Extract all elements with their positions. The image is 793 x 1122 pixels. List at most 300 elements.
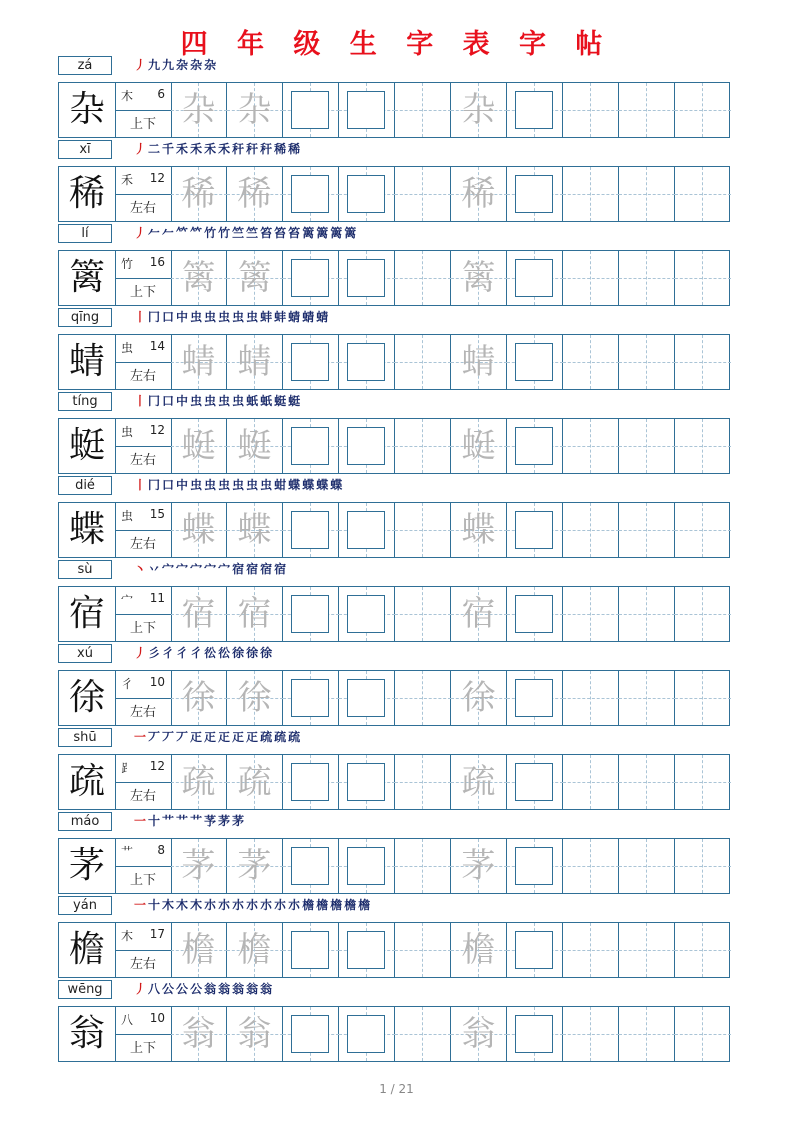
practice-cell[interactable]: [395, 251, 451, 305]
stroke-step: 十: [148, 898, 161, 912]
character-entry: [58, 896, 730, 980]
stroke-count: 16: [149, 255, 165, 269]
character-info: [115, 671, 172, 725]
stroke-step: 篱: [330, 226, 343, 240]
practice-cell[interactable]: [675, 755, 731, 809]
stroke-order: [134, 56, 218, 75]
practice-cell[interactable]: [451, 419, 507, 473]
stroke-step: 宿: [260, 562, 273, 576]
practice-cell[interactable]: [451, 503, 507, 557]
character-info: [115, 503, 172, 557]
practice-cell[interactable]: [227, 419, 283, 473]
practice-cell[interactable]: [227, 83, 283, 137]
stroke-count: 15: [149, 507, 165, 521]
practice-cell[interactable]: [339, 923, 395, 977]
practice-cell[interactable]: [171, 923, 227, 977]
trace-character: 蜓: [237, 426, 272, 466]
practice-cell[interactable]: [563, 83, 619, 137]
practice-cell[interactable]: [451, 923, 507, 977]
practice-cell[interactable]: [283, 671, 339, 725]
practice-cell[interactable]: [395, 1007, 451, 1061]
stroke-step: 檐: [302, 898, 315, 912]
stroke-step: 疏: [274, 730, 287, 744]
stroke-count: 10: [149, 675, 165, 689]
page-title: 四 年 级 生 字 表 字 帖: [180, 29, 613, 60]
writing-grid: [58, 838, 730, 894]
stroke-step: 丆: [176, 730, 189, 744]
practice-cell[interactable]: [619, 167, 675, 221]
practice-cell[interactable]: [171, 83, 227, 137]
inner-box: [291, 343, 329, 381]
practice-cell[interactable]: [395, 167, 451, 221]
stroke-step: 笞: [274, 226, 287, 240]
practice-cell[interactable]: [227, 335, 283, 389]
trace-character: 疏: [237, 762, 272, 802]
practice-cell[interactable]: [563, 419, 619, 473]
character-info: [115, 839, 172, 893]
practice-cell[interactable]: [339, 503, 395, 557]
practice-cell[interactable]: [283, 251, 339, 305]
stroke-step: 蜓: [274, 394, 287, 408]
inner-box: [347, 343, 385, 381]
trace-character: 稀: [461, 174, 496, 214]
trace-character: 篱: [237, 258, 272, 298]
inner-box: [515, 511, 553, 549]
practice-cell[interactable]: [283, 83, 339, 137]
stroke-step: 虫: [190, 394, 203, 408]
inner-box: [291, 1015, 329, 1053]
practice-cell[interactable]: [619, 251, 675, 305]
radical-label: 彳: [121, 677, 134, 691]
inner-box: [515, 343, 553, 381]
structure-label: 上下: [115, 1034, 171, 1062]
practice-cell[interactable]: [507, 503, 563, 557]
model-character: 蜓: [59, 419, 116, 473]
practice-cell[interactable]: [675, 671, 731, 725]
practice-cell[interactable]: [171, 839, 227, 893]
pinyin-label: shū: [58, 728, 112, 747]
pinyin-label: xī: [58, 140, 112, 159]
trace-character: 檐: [181, 930, 216, 970]
trace-character: 篱: [181, 258, 216, 298]
stroke-step: 朩: [232, 898, 245, 912]
stroke-step: 彸: [218, 646, 231, 660]
stroke-step: 竺: [232, 226, 245, 240]
practice-cell[interactable]: [171, 671, 227, 725]
practice-cell[interactable]: [619, 503, 675, 557]
practice-cell[interactable]: [451, 587, 507, 641]
stroke-step: 冂: [148, 394, 161, 408]
inner-box: [515, 595, 553, 633]
stroke-step: 虫: [204, 478, 217, 492]
practice-cell[interactable]: [507, 83, 563, 137]
character-info: [115, 755, 172, 809]
practice-cell[interactable]: [563, 923, 619, 977]
trace-character: 徐: [181, 678, 216, 718]
practice-cell[interactable]: [283, 755, 339, 809]
character-entry: [58, 728, 730, 812]
practice-cell[interactable]: [227, 1007, 283, 1061]
stroke-step: 彸: [204, 646, 217, 660]
practice-cell[interactable]: [507, 587, 563, 641]
practice-cell[interactable]: [451, 1007, 507, 1061]
practice-cell[interactable]: [675, 167, 731, 221]
practice-cell[interactable]: [563, 167, 619, 221]
practice-cell[interactable]: [339, 419, 395, 473]
stroke-step: 中: [176, 478, 189, 492]
practice-cell[interactable]: [675, 251, 731, 305]
inner-box: [347, 931, 385, 969]
stroke-step: 茅: [218, 814, 231, 828]
practice-cell[interactable]: [339, 167, 395, 221]
practice-cell[interactable]: [507, 1007, 563, 1061]
character-entry: [58, 392, 730, 476]
stroke-step: 丿: [134, 142, 147, 156]
inner-box: [347, 259, 385, 297]
practice-cell[interactable]: [451, 755, 507, 809]
stroke-step: 篱: [344, 226, 357, 240]
practice-cell[interactable]: [451, 251, 507, 305]
stroke-step: 丶: [134, 562, 147, 576]
practice-cell[interactable]: [227, 839, 283, 893]
stroke-step: 禾: [190, 142, 203, 156]
trace-character: 蝶: [181, 510, 216, 550]
practice-cell[interactable]: [283, 839, 339, 893]
stroke-step: 宀: [176, 562, 189, 576]
practice-cell[interactable]: [563, 1007, 619, 1061]
practice-cell[interactable]: [619, 1007, 675, 1061]
practice-cell[interactable]: [227, 587, 283, 641]
writing-grid: [58, 334, 730, 390]
practice-cell[interactable]: [395, 587, 451, 641]
practice-cell[interactable]: [395, 503, 451, 557]
inner-box: [291, 931, 329, 969]
stroke-count: 12: [149, 759, 165, 773]
stroke-step: 蝶: [288, 478, 301, 492]
stroke-step: 艹: [162, 814, 175, 828]
practice-cell[interactable]: [451, 335, 507, 389]
stroke-step: 蝶: [316, 478, 329, 492]
pinyin-label: lí: [58, 224, 112, 243]
practice-cell[interactable]: [563, 335, 619, 389]
structure-label: 左右: [115, 950, 171, 978]
practice-cell[interactable]: [675, 839, 731, 893]
practice-cell[interactable]: [507, 671, 563, 725]
practice-cell[interactable]: [171, 587, 227, 641]
stroke-step: 疏: [260, 730, 273, 744]
stroke-step: 虫: [232, 310, 245, 324]
radical-label: 禾: [121, 173, 134, 187]
practice-cell[interactable]: [395, 839, 451, 893]
trace-character: 茅: [181, 846, 216, 886]
character-entry: [58, 812, 730, 896]
stroke-step: 丿: [134, 646, 147, 660]
practice-cell[interactable]: [619, 335, 675, 389]
practice-cell[interactable]: [563, 671, 619, 725]
practice-cell[interactable]: [227, 755, 283, 809]
trace-character: 杂: [237, 90, 272, 130]
stroke-step: 翁: [246, 982, 259, 996]
practice-cell[interactable]: [563, 755, 619, 809]
stroke-step: 丆: [162, 730, 175, 744]
practice-cell[interactable]: [171, 755, 227, 809]
stroke-step: 翁: [204, 982, 217, 996]
stroke-step: 蜻: [302, 310, 315, 324]
practice-cell[interactable]: [563, 503, 619, 557]
character-info: [115, 167, 172, 221]
stroke-step: 九: [148, 58, 161, 72]
practice-cell[interactable]: [675, 1007, 731, 1061]
stroke-step: 宿: [232, 562, 245, 576]
stroke-step: 𤴓: [218, 730, 231, 744]
model-character: 宿: [59, 587, 116, 641]
stroke-step: 徐: [260, 646, 273, 660]
practice-cell[interactable]: [619, 83, 675, 137]
practice-cell[interactable]: [283, 923, 339, 977]
character-entry: [58, 980, 730, 1064]
practice-cell[interactable]: [507, 251, 563, 305]
stroke-step: 蚌: [274, 310, 287, 324]
inner-box: [291, 259, 329, 297]
stroke-step: 秆: [260, 142, 273, 156]
stroke-step: 朩: [204, 898, 217, 912]
writing-grid: [58, 82, 730, 138]
trace-character: 翁: [461, 1014, 496, 1054]
practice-cell[interactable]: [507, 923, 563, 977]
practice-cell[interactable]: [507, 755, 563, 809]
practice-cell[interactable]: [395, 923, 451, 977]
practice-cell[interactable]: [171, 419, 227, 473]
inner-box: [347, 427, 385, 465]
trace-character: 檐: [237, 930, 272, 970]
practice-cell[interactable]: [339, 755, 395, 809]
stroke-step: 𠂉: [162, 226, 175, 240]
practice-cell[interactable]: [283, 167, 339, 221]
practice-cell[interactable]: [171, 1007, 227, 1061]
trace-character: 徐: [461, 678, 496, 718]
stroke-step: 丨: [134, 394, 147, 408]
practice-cell[interactable]: [283, 587, 339, 641]
practice-cell[interactable]: [451, 83, 507, 137]
practice-cell[interactable]: [339, 671, 395, 725]
writing-grid: [58, 922, 730, 978]
stroke-step: 𤴓: [190, 730, 203, 744]
stroke-step: 宿: [274, 562, 287, 576]
stroke-step: 蝶: [330, 478, 343, 492]
character-info: [115, 587, 172, 641]
stroke-step: 蚌: [260, 310, 273, 324]
practice-cell[interactable]: [227, 251, 283, 305]
inner-box: [291, 679, 329, 717]
stroke-step: 彳: [190, 646, 203, 660]
stroke-step: 杂: [190, 58, 203, 72]
model-character: 徐: [59, 671, 116, 725]
practice-cell[interactable]: [619, 587, 675, 641]
stroke-step: 蜻: [316, 310, 329, 324]
stroke-step: 秆: [246, 142, 259, 156]
stroke-step: 宀: [218, 562, 231, 576]
structure-label: 上下: [115, 614, 171, 642]
practice-cell[interactable]: [339, 335, 395, 389]
stroke-step: 笞: [288, 226, 301, 240]
practice-cell[interactable]: [339, 839, 395, 893]
stroke-step: 稀: [274, 142, 287, 156]
trace-character: 蜓: [461, 426, 496, 466]
practice-cell[interactable]: [451, 839, 507, 893]
practice-cell[interactable]: [507, 167, 563, 221]
stroke-step: 徐: [232, 646, 245, 660]
practice-cell[interactable]: [563, 839, 619, 893]
practice-cell[interactable]: [171, 503, 227, 557]
radical-label: 八: [121, 1013, 134, 1027]
practice-cell[interactable]: [283, 503, 339, 557]
practice-cell[interactable]: [283, 419, 339, 473]
stroke-step: 杂: [176, 58, 189, 72]
character-entry: [58, 56, 730, 140]
stroke-count: 8: [157, 843, 165, 857]
practice-cell[interactable]: [395, 419, 451, 473]
radical-label: 虫: [121, 509, 134, 523]
writing-grid: [58, 502, 730, 558]
stroke-step: 虫: [190, 478, 203, 492]
practice-cell[interactable]: [395, 755, 451, 809]
trace-character: 疏: [181, 762, 216, 802]
character-info: [115, 335, 172, 389]
model-character: 翁: [59, 1007, 116, 1061]
trace-character: 稀: [181, 174, 216, 214]
inner-box: [347, 91, 385, 129]
character-info: [115, 83, 172, 137]
practice-cell[interactable]: [227, 503, 283, 557]
stroke-step: 虫: [190, 310, 203, 324]
practice-cell[interactable]: [283, 335, 339, 389]
practice-cell[interactable]: [339, 251, 395, 305]
inner-box: [291, 175, 329, 213]
radical-label: 木: [121, 89, 134, 103]
practice-cell[interactable]: [675, 503, 731, 557]
practice-cell[interactable]: [675, 587, 731, 641]
practice-cell[interactable]: [619, 419, 675, 473]
stroke-step: 十: [148, 814, 161, 828]
practice-cell[interactable]: [563, 251, 619, 305]
inner-box: [515, 763, 553, 801]
stroke-step: 禾: [176, 142, 189, 156]
practice-cell[interactable]: [675, 335, 731, 389]
character-entry: [58, 560, 730, 644]
model-character: 蝶: [59, 503, 116, 557]
practice-cell[interactable]: [507, 419, 563, 473]
stroke-step: 芧: [204, 814, 217, 828]
practice-cell[interactable]: [619, 923, 675, 977]
stroke-step: 竹: [204, 226, 217, 240]
practice-cell[interactable]: [507, 839, 563, 893]
model-character: 篱: [59, 251, 116, 305]
stroke-step: 檐: [344, 898, 357, 912]
stroke-step: 虫: [260, 478, 273, 492]
practice-cell[interactable]: [563, 587, 619, 641]
trace-character: 杂: [461, 90, 496, 130]
practice-cell[interactable]: [227, 167, 283, 221]
stroke-count: 12: [149, 423, 165, 437]
practice-cell[interactable]: [171, 335, 227, 389]
practice-cell[interactable]: [171, 167, 227, 221]
trace-character: 翁: [181, 1014, 216, 1054]
structure-label: 左右: [115, 446, 171, 474]
practice-cell[interactable]: [227, 671, 283, 725]
trace-character: 稀: [237, 174, 272, 214]
stroke-step: 𥫗: [176, 226, 189, 240]
practice-cell[interactable]: [227, 923, 283, 977]
inner-box: [515, 679, 553, 717]
practice-cell[interactable]: [619, 839, 675, 893]
trace-character: 宿: [237, 594, 272, 634]
practice-cell[interactable]: [339, 1007, 395, 1061]
writing-grid: [58, 250, 730, 306]
stroke-step: 虫: [232, 394, 245, 408]
stroke-step: 二: [148, 142, 161, 156]
practice-cell[interactable]: [675, 923, 731, 977]
practice-cell[interactable]: [395, 83, 451, 137]
practice-cell[interactable]: [283, 1007, 339, 1061]
writing-grid: [58, 166, 730, 222]
stroke-count: 6: [157, 87, 165, 101]
writing-grid: [58, 586, 730, 642]
trace-character: 杂: [181, 90, 216, 130]
stroke-step: 翁: [232, 982, 245, 996]
stroke-step: 朩: [288, 898, 301, 912]
stroke-order: [134, 644, 274, 663]
stroke-step: 笞: [260, 226, 273, 240]
stroke-step: 篱: [316, 226, 329, 240]
pinyin-label: sù: [58, 560, 112, 579]
stroke-step: 朩: [260, 898, 273, 912]
trace-character: 宿: [461, 594, 496, 634]
stroke-step: 公: [162, 982, 175, 996]
practice-cell[interactable]: [451, 671, 507, 725]
practice-cell[interactable]: [619, 671, 675, 725]
stroke-step: 丿: [134, 226, 147, 240]
practice-cell[interactable]: [171, 251, 227, 305]
stroke-step: 翁: [218, 982, 231, 996]
stroke-step: 宀: [190, 562, 203, 576]
writing-grid: [58, 754, 730, 810]
stroke-step: 蚔: [246, 394, 259, 408]
trace-character: 蜻: [461, 342, 496, 382]
practice-cell[interactable]: [395, 671, 451, 725]
inner-box: [515, 1015, 553, 1053]
character-entry: [58, 476, 730, 560]
inner-box: [515, 847, 553, 885]
stroke-step: 宀: [162, 562, 175, 576]
practice-cell[interactable]: [619, 755, 675, 809]
practice-cell[interactable]: [675, 83, 731, 137]
trace-character: 疏: [461, 762, 496, 802]
practice-cell[interactable]: [339, 83, 395, 137]
character-info: [115, 419, 172, 473]
practice-cell[interactable]: [395, 335, 451, 389]
inner-box: [347, 1015, 385, 1053]
practice-cell[interactable]: [675, 419, 731, 473]
practice-cell[interactable]: [451, 167, 507, 221]
stroke-step: 艹: [190, 814, 203, 828]
writing-grid: [58, 1006, 730, 1062]
stroke-order: [134, 728, 302, 747]
stroke-step: 檐: [316, 898, 329, 912]
stroke-step: 篱: [302, 226, 315, 240]
practice-cell[interactable]: [339, 587, 395, 641]
stroke-step: 蜻: [288, 310, 301, 324]
practice-cell[interactable]: [507, 335, 563, 389]
